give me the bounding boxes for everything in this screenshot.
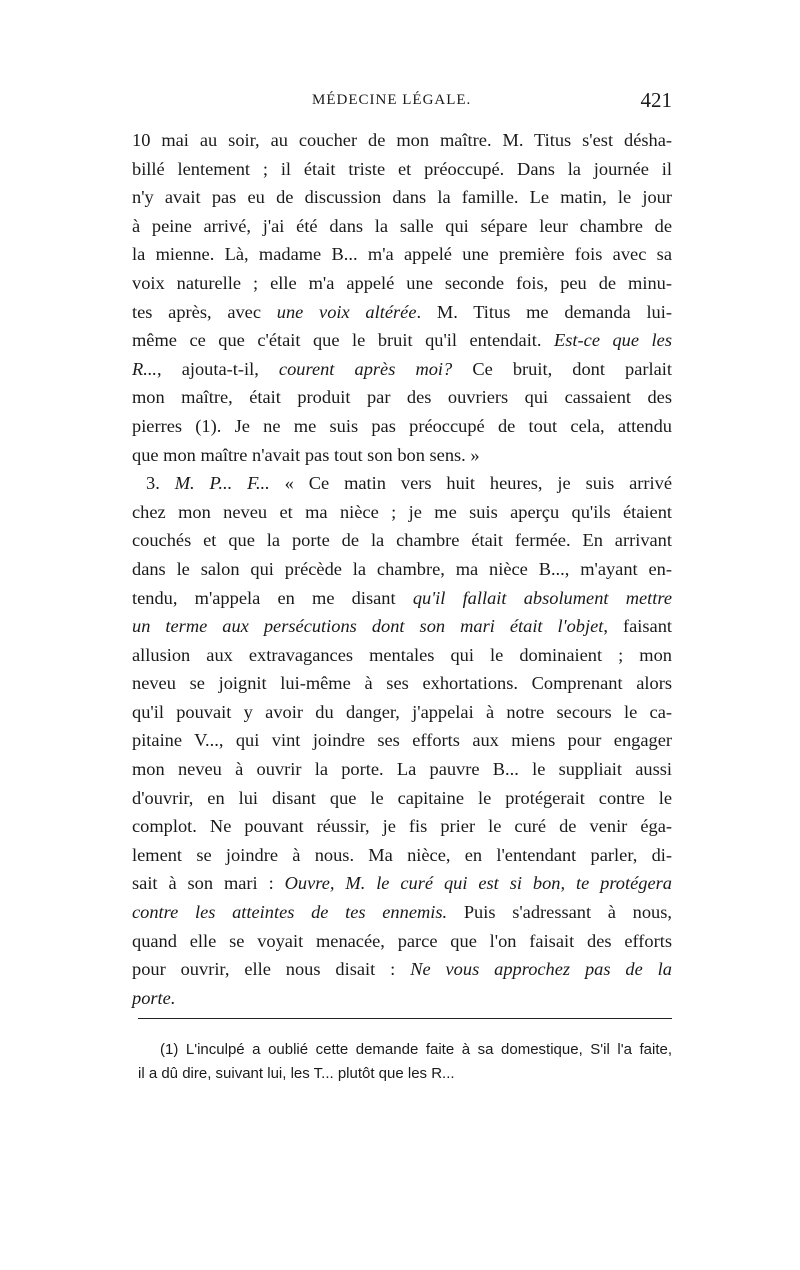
footnote-rule (138, 1018, 672, 1019)
text-line: 3. M. P... F... « Ce matin vers huit heures, je suis arrivé (146, 473, 673, 494)
paragraph-testimony-2 (132, 126, 672, 469)
page-number: 421 (640, 88, 672, 112)
text-line: tendu, m'appela en me disant qu'il fallait absolument mettre (132, 587, 673, 608)
text-line: voix naturelle ; elle m'a appelé une seconde fois, peu de minu- (132, 272, 672, 293)
text-line: pour ouvrir, elle nous disait : Ne vous approchez pas de la (132, 959, 672, 980)
text-line: lement se joindre à nous. Ma nièce, en l'entendant parler, di- (132, 844, 672, 865)
text-line: la mienne. Là, madame B... m'a appelé une première fois avec sa (132, 244, 672, 265)
footnote-line: (1) L'inculpé a oublié cette demande faite à sa domestique, S'il l'a faite, (160, 1041, 672, 1058)
text-line: pierres (1). Je ne me suis pas préoccupé de tout cela, attendu (132, 415, 672, 436)
running-title: MÉDECINE LÉGALE. (312, 92, 472, 108)
text-line: sait à son mari : Ouvre, M. le curé qui est si bon, te protégera (132, 873, 672, 894)
paragraph-testimony-3 (132, 469, 672, 1012)
text-line: n'y avait pas eu de discussion dans la famille. Le matin, le jour (132, 187, 672, 208)
text-line: neveu se joignit lui-même à ses exhortations. Comprenant alors (132, 673, 672, 694)
text-line: à peine arrivé, j'ai été dans la salle qui sépare leur chambre de (132, 215, 672, 236)
text-line: billé lentement ; il était triste et préoccupé. Dans la journée il (132, 158, 672, 179)
text-line: même ce que c'était que le bruit qu'il entendait. Est-ce que les (132, 330, 672, 351)
text-line: qu'il pouvait y avoir du danger, j'appelai à notre secours le ca- (132, 701, 672, 722)
text-line: allusion aux extravagances mentales qui le dominaient ; mon (132, 644, 672, 665)
text-line: dans le salon qui précède la chambre, ma nièce B..., m'ayant en- (132, 558, 672, 579)
text-line: R..., ajouta-t-il, courent après moi? Ce bruit, dont parlait (132, 358, 672, 379)
text-line: 10 mai au soir, au coucher de mon maître. M. Titus s'est désha- (132, 130, 672, 150)
body-text (132, 126, 672, 1012)
text-line: tes après, avec une voix altérée. M. Titus me demanda lui- (132, 301, 672, 322)
text-line: chez mon neveu et ma nièce ; je me suis aperçu qu'ils étaient (132, 501, 672, 522)
text-line: mon neveu à ouvrir la porte. La pauvre B... le suppliait aussi (132, 759, 672, 780)
text-line: quand elle se voyait menacée, parce que l'on faisait des efforts (132, 930, 672, 951)
text-line: porte. (132, 987, 176, 1008)
text-line: couchés et que la porte de la chambre était fermée. En arrivant (132, 530, 672, 551)
text-line: un terme aux persécutions dont son mari était l'objet, faisant (132, 616, 673, 637)
text-line: contre les atteintes de tes ennemis. Puis s'adressant à nous, (132, 902, 672, 923)
footnote-line: il a dû dire, suivant lui, les T... plutôt que les R... (138, 1065, 455, 1082)
text-line: d'ouvrir, en lui disant que le capitaine le protégerait contre le (132, 787, 672, 808)
footnote (138, 1038, 672, 1086)
text-line: complot. Ne pouvant réussir, je fis prier le curé de venir éga- (132, 816, 672, 837)
text-line: pitaine V..., qui vint joindre ses efforts aux miens pour engager (132, 730, 672, 751)
page-header (132, 88, 672, 114)
text-line: que mon maître n'avait pas tout son bon sens. » (132, 444, 480, 465)
text-line: mon maître, était produit par des ouvriers qui cassaient des (132, 387, 672, 408)
